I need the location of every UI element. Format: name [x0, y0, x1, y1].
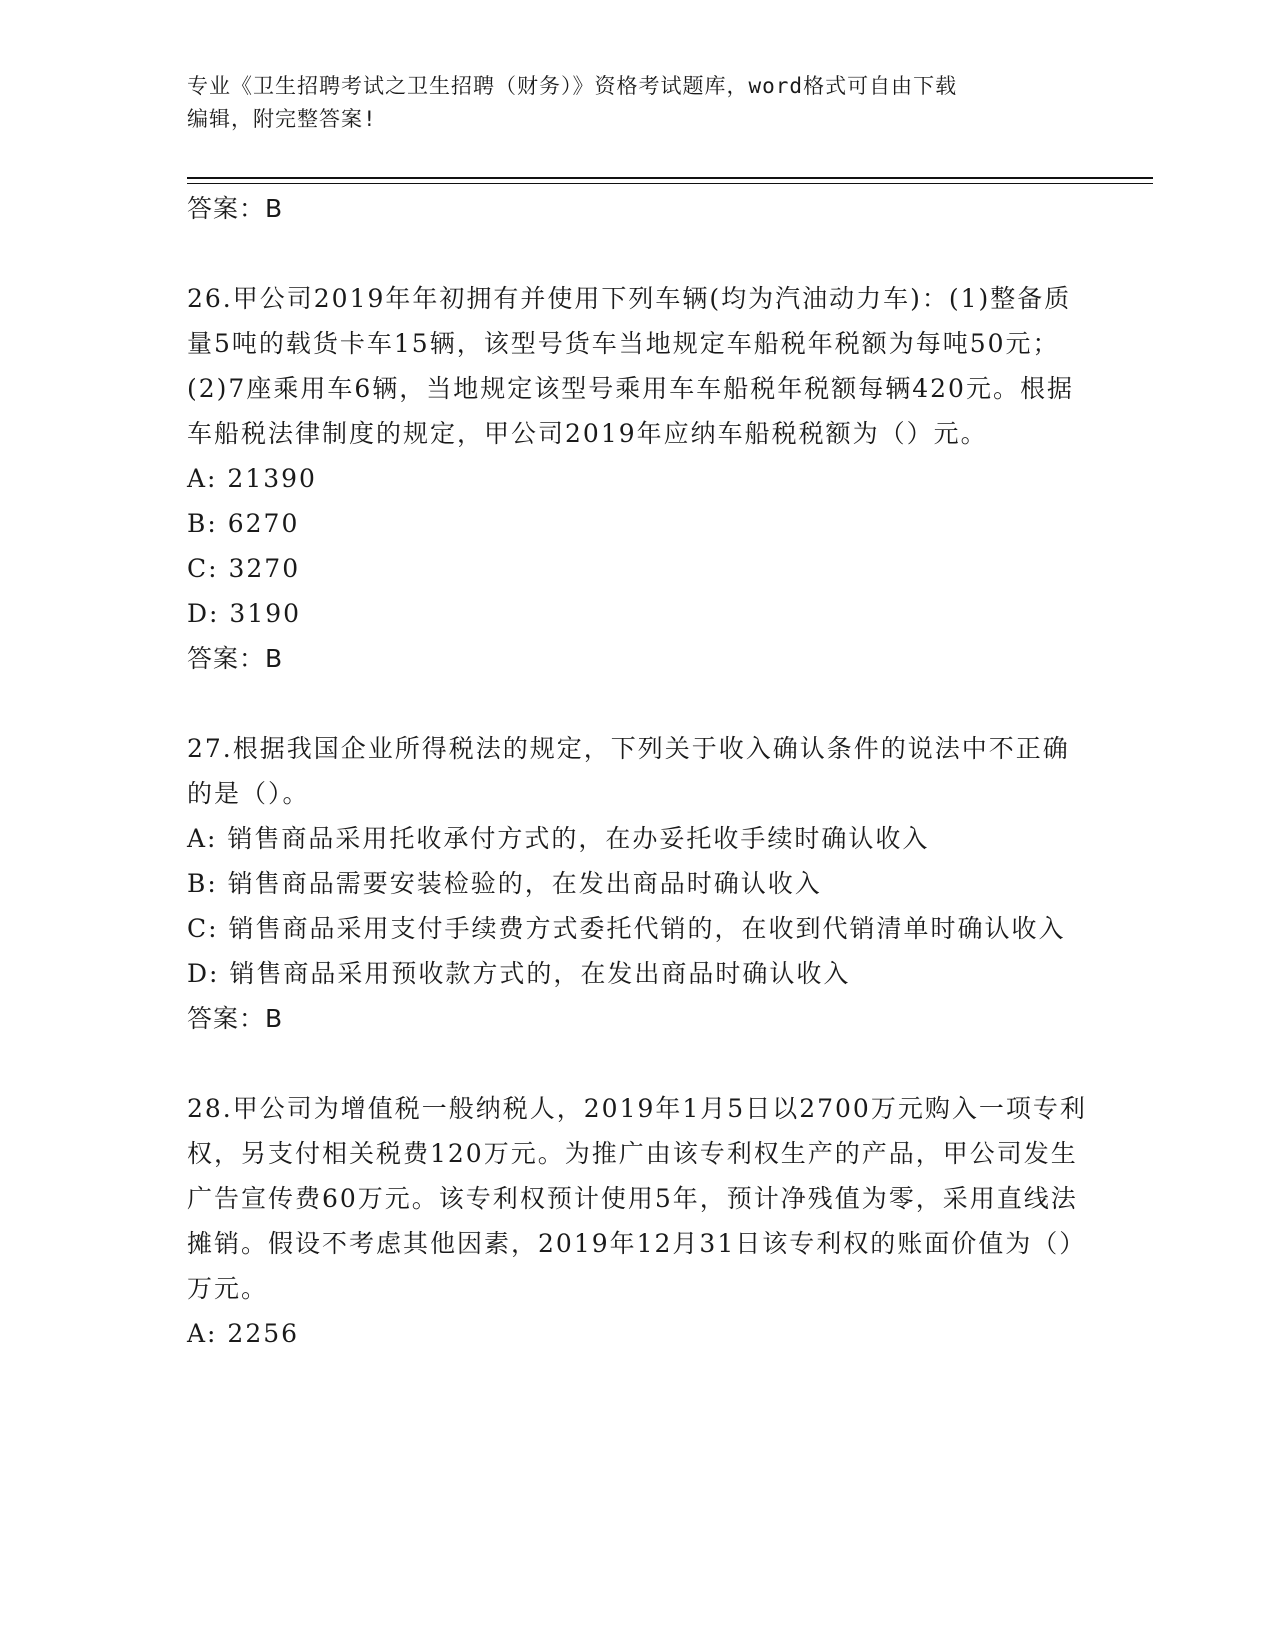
spacer: [187, 231, 1087, 276]
answer-line: 答案：B: [187, 644, 284, 673]
answer-line: 答案：B: [187, 194, 284, 223]
option-c: C: 销售商品采用支付手续费方式委托代销的，在收到代销清单时确认收入: [187, 914, 1066, 943]
option-b: B: 销售商品需要安装检验的，在发出商品时确认收入: [187, 869, 822, 898]
question-27: [187, 726, 1087, 1041]
option-d: D: 3190: [187, 599, 302, 628]
question-list: [187, 186, 1087, 1356]
question-26: [187, 276, 1087, 681]
question-text: 28.甲公司为增值税一般纳税人，2019年1月5日以2700万元购入一项专利权，另支付相关税费120万元。为推广由该专利权生产的产品，甲公司发生广告宣传费60万元。该专利权预计使用5年，预计净残值为零，采用直线法摊销。假设不考虑其他因素，2019年12月31日该专利权的账面价值为（）万元。: [187, 1094, 1087, 1303]
header-rule-thin: [187, 183, 1153, 184]
header-line-1: 专业《卫生招聘考试之卫生招聘（财务）》资格考试题库，word格式可自由下载: [187, 74, 958, 98]
option-d: D: 销售商品采用预收款方式的，在发出商品时确认收入: [187, 959, 851, 988]
question-28: [187, 1086, 1087, 1356]
option-a: A: 21390: [187, 464, 317, 493]
spacer: [187, 681, 1087, 726]
option-a: A: 销售商品采用托收承付方式的，在办妥托收手续时确认收入: [187, 824, 930, 853]
question-text: 26.甲公司2019年年初拥有并使用下列车辆(均为汽油动力车)：(1)整备质量5吨的载货卡车15辆，该型号货车当地规定车船税年税额为每吨50元；(2)7座乘用车6辆，当地规定该型号乘用车车船税年税额每辆420元。根据车船税法律制度的规定，甲公司2019年应纳车船税税额为（）元。: [187, 284, 1074, 448]
option-c: C: 3270: [187, 554, 301, 583]
header-rule-thick: [187, 177, 1153, 179]
header-line-2: 编辑，附完整答案!: [187, 107, 377, 131]
question-text: 27.根据我国企业所得税法的规定，下列关于收入确认条件的说法中不正确的是（）。: [187, 734, 1070, 808]
spacer: [187, 1041, 1087, 1086]
page-header: [187, 70, 1067, 136]
option-b: B: 6270: [187, 509, 300, 538]
option-a: A: 2256: [187, 1319, 300, 1348]
answer-line: 答案：B: [187, 1004, 284, 1033]
